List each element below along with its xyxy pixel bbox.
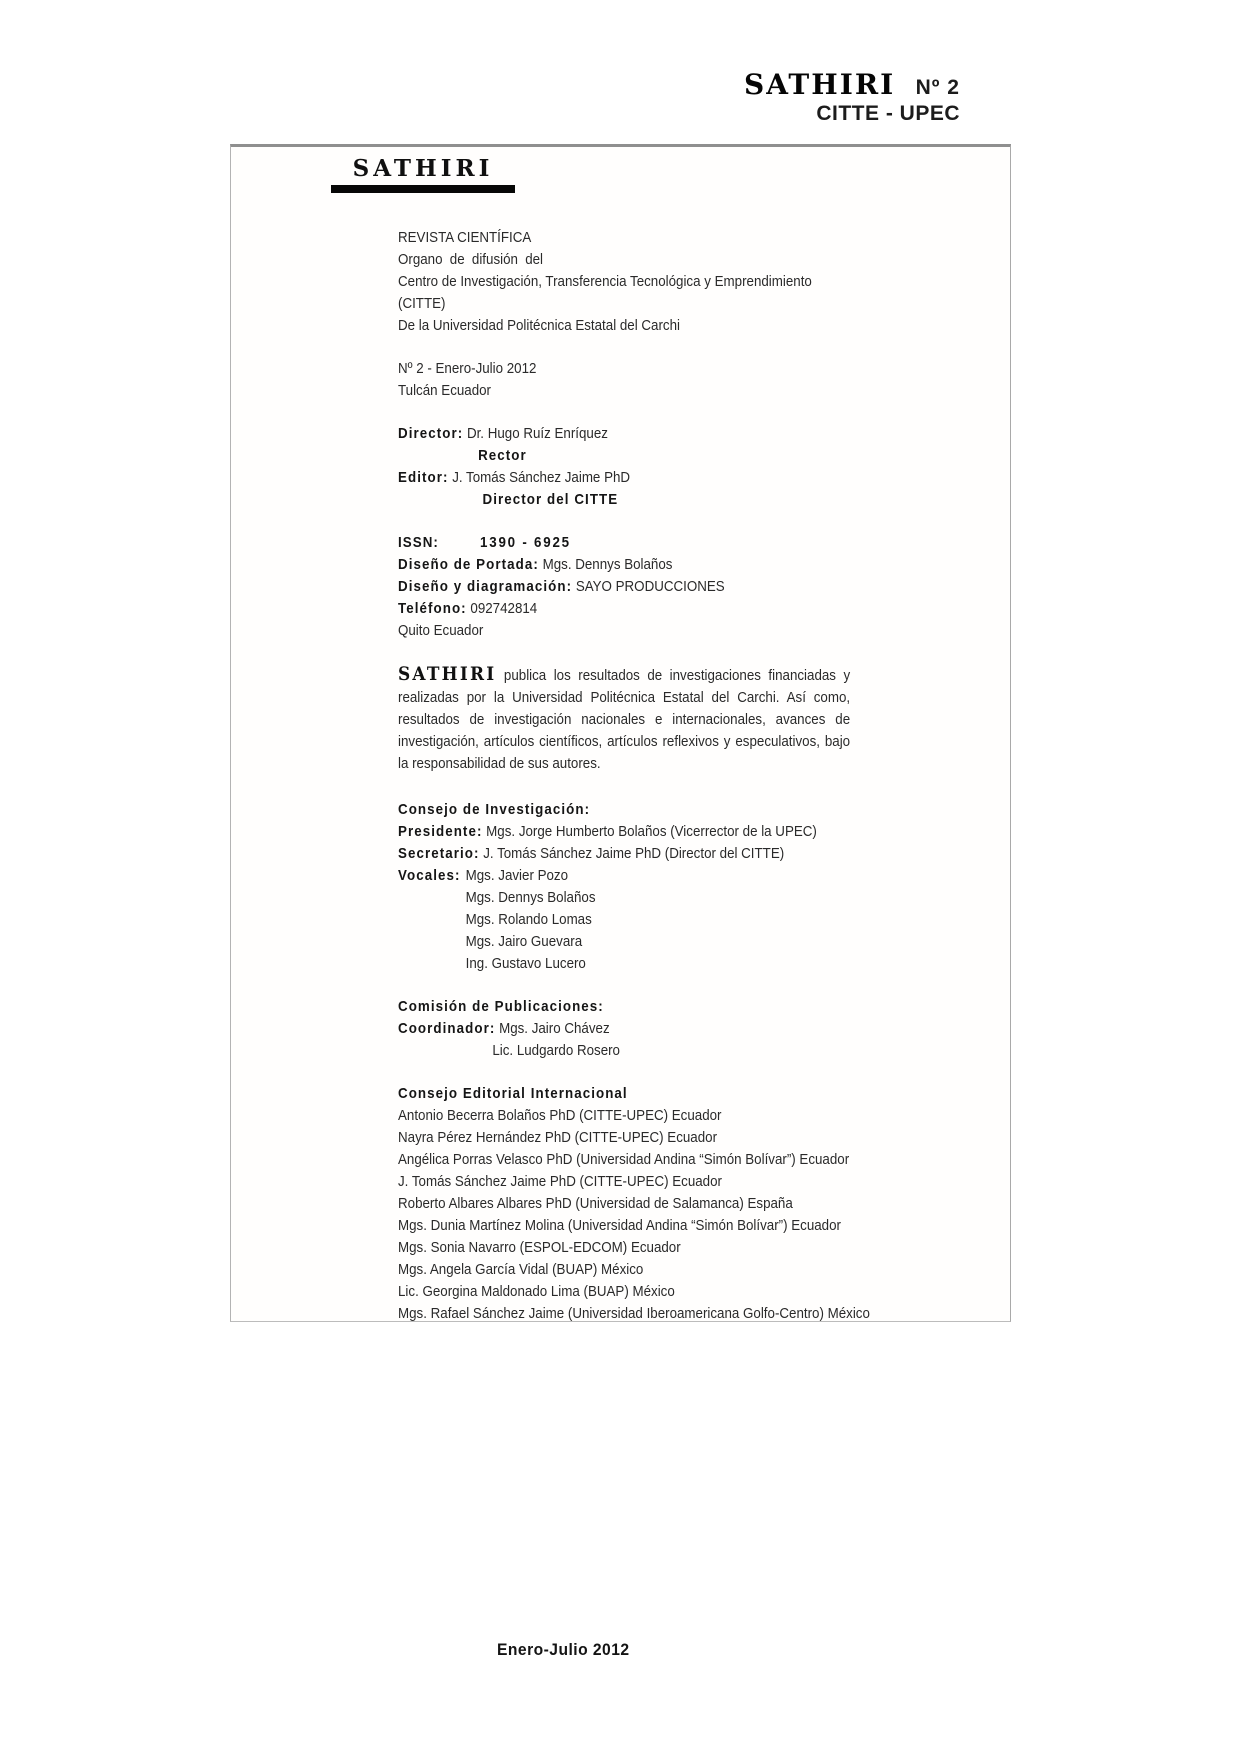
masthead-line: De la Universidad Politécnica Estatal del Carchi — [398, 317, 680, 334]
board-member: Nayra Pérez Hernández PhD (CITTE-UPEC) Ecuador — [398, 1129, 718, 1146]
president-value: Mgs. Jorge Humberto Bolaños (Vicerrector de la UPEC) — [486, 823, 817, 840]
cover-design-value: Mgs. Dennys Bolaños — [542, 556, 673, 573]
vocales-label: Vocales: — [398, 867, 461, 884]
about-brand: SATHIRI — [398, 663, 497, 685]
editor-name: J. Tomás Sánchez Jaime PhD — [452, 469, 631, 486]
journal-logo-text: SATHIRI — [352, 155, 494, 182]
editorial-board-block — [398, 1083, 870, 1325]
issue-number: Nº 2 — [915, 76, 960, 99]
secretary-value: J. Tomás Sánchez Jaime PhD (Director del CITTE) — [483, 845, 785, 862]
publisher-city: Quito Ecuador — [398, 622, 484, 639]
coordinator-line — [398, 1018, 850, 1040]
journal-logo — [331, 155, 515, 193]
editor-line — [398, 467, 850, 489]
header-brand-line — [744, 68, 960, 101]
secretary-label: Secretario: — [398, 845, 480, 862]
publication-block — [398, 532, 850, 642]
publications-committee-title: Comisión de Publicaciones: — [398, 998, 604, 1015]
vocales-line — [398, 865, 850, 887]
phone-value: 092742814 — [470, 600, 538, 617]
logo-underline-bar — [331, 185, 515, 193]
phone-label: Teléfono: — [398, 600, 467, 617]
research-council-title: Consejo de Investigación: — [398, 801, 591, 818]
issue-info-block — [398, 358, 850, 402]
layout-design-label: Diseño y diagramación: — [398, 578, 573, 595]
president-label: Presidente: — [398, 823, 483, 840]
board-member: Angélica Porras Velasco PhD (Universidad Andina “Simón Bolívar”) Ecuador — [398, 1151, 850, 1168]
issn-label: ISSN: — [398, 534, 439, 551]
about-paragraph — [398, 663, 850, 775]
about-block — [398, 663, 850, 775]
vocal-member: Ing. Gustavo Lucero — [465, 955, 586, 972]
masthead-line: Organo de difusión del — [398, 251, 544, 268]
board-member: Lic. Georgina Maldonado Lima (BUAP) México — [398, 1283, 675, 1300]
vocal-member: Mgs. Jairo Guevara — [465, 933, 583, 950]
scanned-page — [230, 144, 1011, 1322]
board-member: Antonio Becerra Bolaños PhD (CITTE-UPEC) Ecuador — [398, 1107, 722, 1124]
coordinator-value: Mgs. Jairo Chávez — [499, 1020, 610, 1037]
page-footer-date: Enero-Julio 2012 — [497, 1640, 630, 1659]
director-name: Dr. Hugo Ruíz Enríquez — [466, 425, 608, 442]
issue-city-line: Tulcán Ecuador — [398, 382, 492, 399]
secretary-line — [398, 843, 850, 865]
issue-number-line: Nº 2 - Enero-Julio 2012 — [398, 360, 537, 377]
board-member: Roberto Albares Albares PhD (Universidad de Salamanca) España — [398, 1195, 793, 1212]
board-member: Mgs. Rafael Sánchez Jaime (Universidad Iberoamericana Golfo-Centro) México — [398, 1305, 870, 1322]
issn-value: 1390 - 6925 — [480, 534, 571, 551]
vocal-member: Mgs. Dennys Bolaños — [465, 889, 596, 906]
masthead-block — [398, 227, 850, 337]
director-label: Director: — [398, 425, 464, 442]
journal-brand: SATHIRI — [744, 68, 896, 101]
editor-label: Editor: — [398, 469, 449, 486]
page-header — [744, 68, 960, 126]
about-text: publica los resultados de investigaciones financiadas y realizadas por la Universidad Politécnica Estatal del Carchi. Así como, resultados de investigación nacionales e internacionales, avances de investigación, artículos científicos, artículos reflexivos y especulativos, bajo la responsabilidad de sus autores. — [398, 667, 851, 772]
issn-line — [398, 532, 850, 554]
editorial-board-title: Consejo Editorial Internacional — [398, 1085, 628, 1102]
research-council-block — [398, 799, 850, 975]
phone-line — [398, 598, 850, 620]
vocal-member: Mgs. Javier Pozo — [465, 867, 569, 884]
masthead-line: Centro de Investigación, Transferencia Tecnológica y Emprendimiento (CITTE) — [398, 273, 812, 312]
director-title: Rector — [478, 447, 527, 464]
coordinator-label: Coordinador: — [398, 1020, 496, 1037]
director-line — [398, 423, 850, 445]
cover-design-label: Diseño de Portada: — [398, 556, 539, 573]
page-content — [398, 227, 870, 1346]
vocal-member: Mgs. Rolando Lomas — [465, 911, 592, 928]
president-line — [398, 821, 850, 843]
board-member: Mgs. Dunia Martínez Molina (Universidad Andina “Simón Bolívar”) Ecuador — [398, 1217, 841, 1234]
committee-member: Lic. Ludgardo Rosero — [492, 1042, 620, 1059]
layout-design-line — [398, 576, 850, 598]
layout-design-value: SAYO PRODUCCIONES — [575, 578, 725, 595]
masthead-line: REVISTA CIENTÍFICA — [398, 229, 532, 246]
publications-committee-block — [398, 996, 850, 1062]
board-member: Mgs. Angela García Vidal (BUAP) México — [398, 1261, 644, 1278]
staff-block — [398, 423, 850, 511]
editor-title: Director del CITTE — [482, 491, 619, 508]
cover-design-line — [398, 554, 850, 576]
board-member: Mgs. Sonia Navarro (ESPOL-EDCOM) Ecuador — [398, 1239, 681, 1256]
board-member: J. Tomás Sánchez Jaime PhD (CITTE-UPEC) Ecuador — [398, 1173, 722, 1190]
organization-name: CITTE - UPEC — [816, 102, 960, 125]
